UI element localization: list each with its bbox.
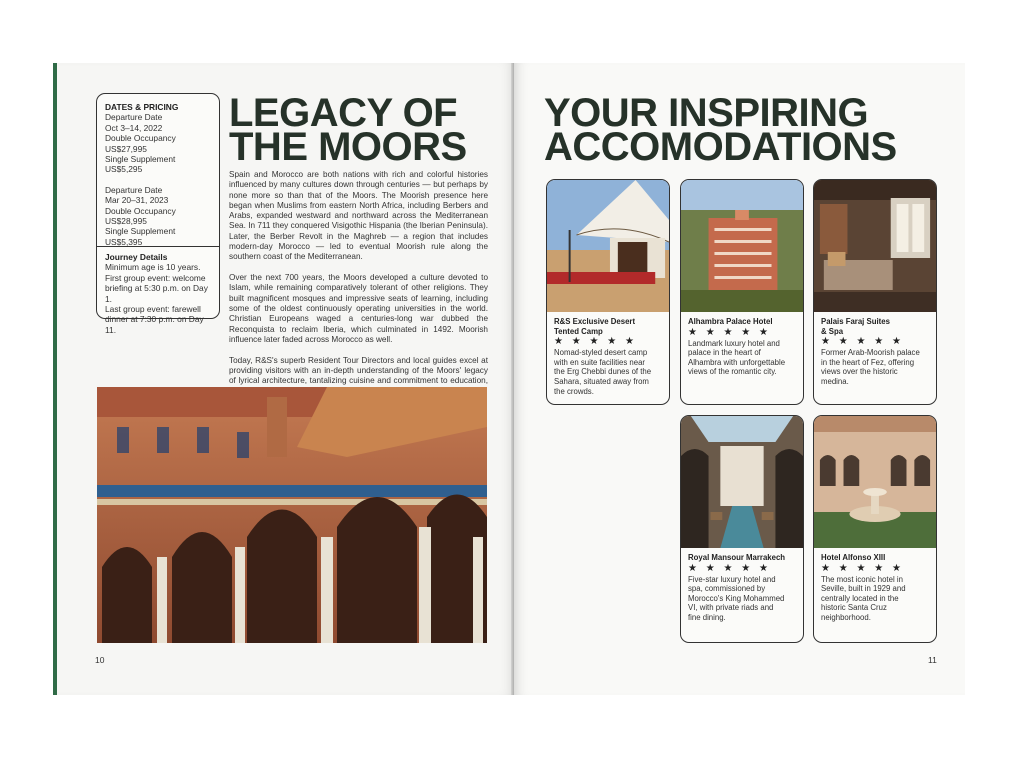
title-line: THE MOORS (229, 125, 467, 169)
hotel-name: Alhambra Palace Hotel (688, 317, 773, 326)
journey-line: dinner at 7:30 p.m. on Day 11. (105, 314, 204, 335)
page-title-accommodations (544, 91, 954, 169)
moorish-arcade-photo (97, 387, 487, 643)
hotel-desc: centrally located in the (821, 593, 899, 603)
star-rating: ★ ★ ★ ★ ★ (821, 562, 904, 574)
right-page (514, 63, 965, 695)
journey-details (105, 252, 215, 335)
hotel-desc: Seville, built in 1929 and (821, 584, 906, 594)
title-line: LEGACY OF (229, 91, 458, 135)
title-line: ACCOMODATIONS (544, 125, 897, 169)
hotel-desc: Five-star luxury hotel and (688, 574, 776, 584)
hotel-desc: the crowds. (554, 386, 594, 396)
page-number: 10 (95, 655, 105, 665)
hotel-name: Royal Mansour Marrakech (688, 553, 786, 562)
dates-line: Departure Date (105, 184, 163, 195)
star-rating: ★ ★ ★ ★ ★ (688, 562, 771, 574)
dates-line: US$5,395 (105, 236, 143, 247)
hotel-desc: with en suite facilities near (554, 357, 646, 367)
palais-faraj-room-photo (814, 180, 936, 312)
hotel-name: Palais Faraj Suites (821, 317, 890, 326)
hotel-desc: Alhambra with unforgettable (688, 357, 786, 367)
journey-line: First group event: welcome (105, 272, 206, 283)
star-rating: ★ ★ ★ ★ ★ (554, 336, 637, 348)
dates-line: Mar 20–31, 2023 (105, 195, 169, 206)
hotel-desc: Nomad-styled desert camp (554, 348, 648, 358)
dates-line: Double Occupancy (105, 133, 176, 144)
dates-line: Oct 3–14, 2022 (105, 122, 163, 133)
star-rating: ★ ★ ★ ★ ★ (821, 336, 904, 348)
hotel-desc: the Erg Chebbi dunes of the (554, 367, 652, 377)
article-body (229, 170, 488, 407)
box-divider (97, 246, 219, 247)
hotel-desc: Landmark luxury hotel and (688, 338, 780, 348)
hotel-desc: fine dining. (688, 612, 726, 622)
star-rating: ★ ★ ★ ★ ★ (688, 326, 771, 338)
hotel-desc: Sahara, situated away from (554, 376, 649, 386)
paragraph: Spain and Morocco are both nations with rich and colorful histories influenced by many cultures down through centuries — but perhaps by none more so than that of the Moors. The Moorish presence here began when Muslims from eastern North Africa, including Berbers and Arabs, expanded westward and northward across the Mediterranean Sea. In 711 they conquered Visigothic Hispania (the Iberian Peninsula). Later, the Berber Revolt in the Maghreb — a region that includes modern-day Morocco — led to eventual Moorish rule along the southern coast of the Mediterranean. (229, 170, 488, 262)
hotel-desc: views over the historic (821, 367, 898, 377)
hotel-name: R&S Exclusive Desert (554, 317, 636, 326)
title-line: YOUR INSPIRING (544, 91, 869, 135)
dates-line: Single Supplement (105, 154, 176, 165)
journey-line: Last group event: farewell (105, 304, 201, 315)
hotel-card-desert-camp (546, 179, 670, 405)
hotel-desc: views of the romantic city. (688, 367, 777, 377)
hotel-alfonso-courtyard-photo (814, 416, 936, 548)
hotel-desc: Morocco's King Mohammed (688, 593, 785, 603)
dates-line: Departure Date (105, 112, 163, 123)
hotel-desc: in the heart of Fez, offering (821, 357, 915, 367)
dates-line: Double Occupancy (105, 205, 176, 216)
desert-tent-photo (547, 180, 669, 312)
hotel-name: & Spa (821, 326, 844, 336)
hotel-card-alfonso-xiii (813, 415, 937, 643)
dates-line: Single Supplement (105, 226, 176, 237)
paragraph: Over the next 700 years, the Moors developed a culture devoted to Islam, while remaining comparatively tolerant of other religions. They built magnificent mosques and impressive seats of learning, including some of the oldest continuously operating universities in the world. Christian Europeans waged a centuries-long war dubbed the Reconquista to reclaim Iberia, which culminated in 1492. Moorish influence later faded across Morocco as well. (229, 273, 488, 344)
paragraph: Today, R&S's superb Resident Tour Directors and local guides excel at providing visitors with an in-depth understanding of the Moors' legacy of lyrical architecture, tantalizing cuisine and commitment to education, (229, 355, 488, 386)
hotel-desc: medina. (821, 376, 849, 386)
hotel-desc: The most iconic hotel in (821, 574, 903, 584)
journey-heading: Journey Details (105, 252, 168, 262)
alhambra-hotel-photo (681, 180, 803, 312)
page-number: 11 (928, 655, 937, 665)
hotel-name: Tented Camp (554, 326, 603, 336)
hotel-name: Hotel Alfonso XIII (821, 553, 886, 562)
journey-line: Minimum age is 10 years. (105, 262, 201, 273)
royal-mansour-courtyard-photo (681, 416, 803, 548)
left-page (53, 63, 514, 695)
hotel-card-royal-mansour (680, 415, 804, 643)
hotel-card-alhambra (680, 179, 804, 405)
hotel-desc: neighborhood. (821, 612, 871, 622)
page-title-legacy (229, 91, 509, 169)
dates-line: US$5,295 (105, 164, 143, 175)
hotel-desc: palace in the heart of (688, 348, 761, 358)
journey-line: briefing at 5:30 p.m. on Day 1. (105, 283, 208, 304)
brochure-spread (53, 63, 965, 695)
hotel-desc: Former Arab-Moorish palace (821, 348, 920, 358)
dates-line: US$28,995 (105, 216, 147, 227)
dates-line: US$27,995 (105, 143, 147, 154)
hotel-desc: VI, with private riads and (688, 603, 774, 613)
dates-pricing-box (96, 93, 220, 335)
hotel-card-palais-faraj (813, 179, 937, 405)
hotel-desc: historic Santa Cruz (821, 603, 887, 613)
dates-heading: DATES & PRICING (105, 102, 179, 112)
hotel-desc: spa, commissioned by (688, 584, 766, 594)
